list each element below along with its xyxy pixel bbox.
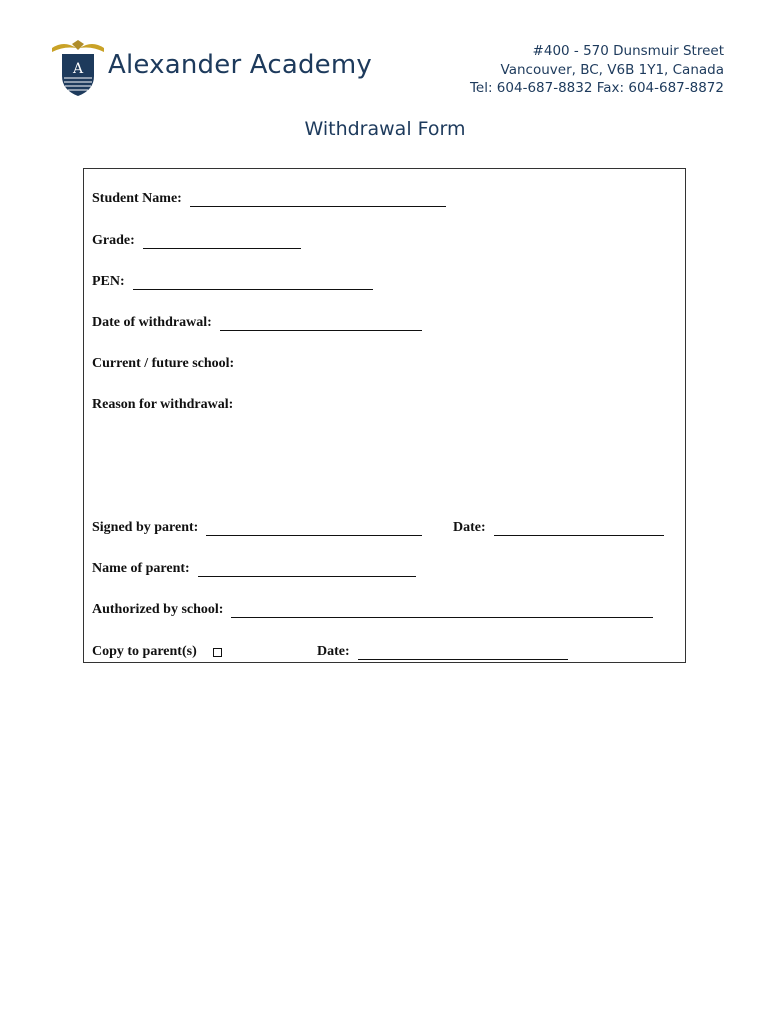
authorized-label: Authorized by school: (92, 602, 224, 617)
student-name-label: Student Name: (92, 191, 182, 206)
current-school-row (92, 356, 234, 372)
address-line-1: #400 - 570 Dunsmuir Street (532, 43, 724, 59)
name-parent-field[interactable] (198, 563, 416, 577)
date-withdrawal-label: Date of withdrawal: (92, 315, 212, 330)
grade-field[interactable] (143, 235, 301, 249)
contact-line: Tel: 604-687-8832 Fax: 604-687-8872 (469, 80, 724, 96)
name-parent-label: Name of parent: (92, 561, 190, 576)
signed-date-label: Date: (453, 520, 486, 535)
withdrawal-form (83, 168, 686, 663)
pen-field[interactable] (133, 276, 373, 290)
form-title: Withdrawal Form (304, 118, 466, 140)
student-name-row (92, 191, 446, 207)
reason-label: Reason for withdrawal: (92, 397, 234, 412)
pen-label: PEN: (92, 274, 125, 289)
current-school-label: Current / future school: (92, 356, 235, 371)
pen-row (92, 274, 373, 290)
grade-label: Grade: (92, 233, 135, 248)
signed-date-field[interactable] (494, 522, 664, 536)
copy-date-label: Date: (317, 644, 350, 659)
copy-parent-row (92, 644, 222, 660)
signed-parent-label: Signed by parent: (92, 520, 199, 535)
authorized-field[interactable] (231, 604, 653, 618)
logo-letter: A (72, 61, 84, 77)
address-line-2: Vancouver, BC, V6B 1Y1, Canada (500, 61, 724, 78)
date-withdrawal-row (92, 315, 422, 331)
signed-parent-row (92, 520, 422, 536)
student-name-field[interactable] (190, 193, 446, 207)
signed-date-row (453, 520, 664, 536)
authorized-row (92, 602, 653, 618)
grade-row (92, 233, 301, 249)
brand-name: Alexander Academy (108, 50, 372, 80)
name-parent-row (92, 561, 416, 577)
copy-parent-checkbox[interactable] (213, 648, 222, 657)
reason-row (92, 397, 233, 413)
academy-crest-logo (48, 38, 108, 98)
copy-parent-label: Copy to parent(s) (92, 644, 197, 659)
address-block (470, 42, 724, 98)
copy-date-field[interactable] (358, 646, 568, 660)
signed-parent-field[interactable] (206, 522, 422, 536)
copy-date-row (317, 644, 568, 660)
date-withdrawal-field[interactable] (220, 317, 422, 331)
